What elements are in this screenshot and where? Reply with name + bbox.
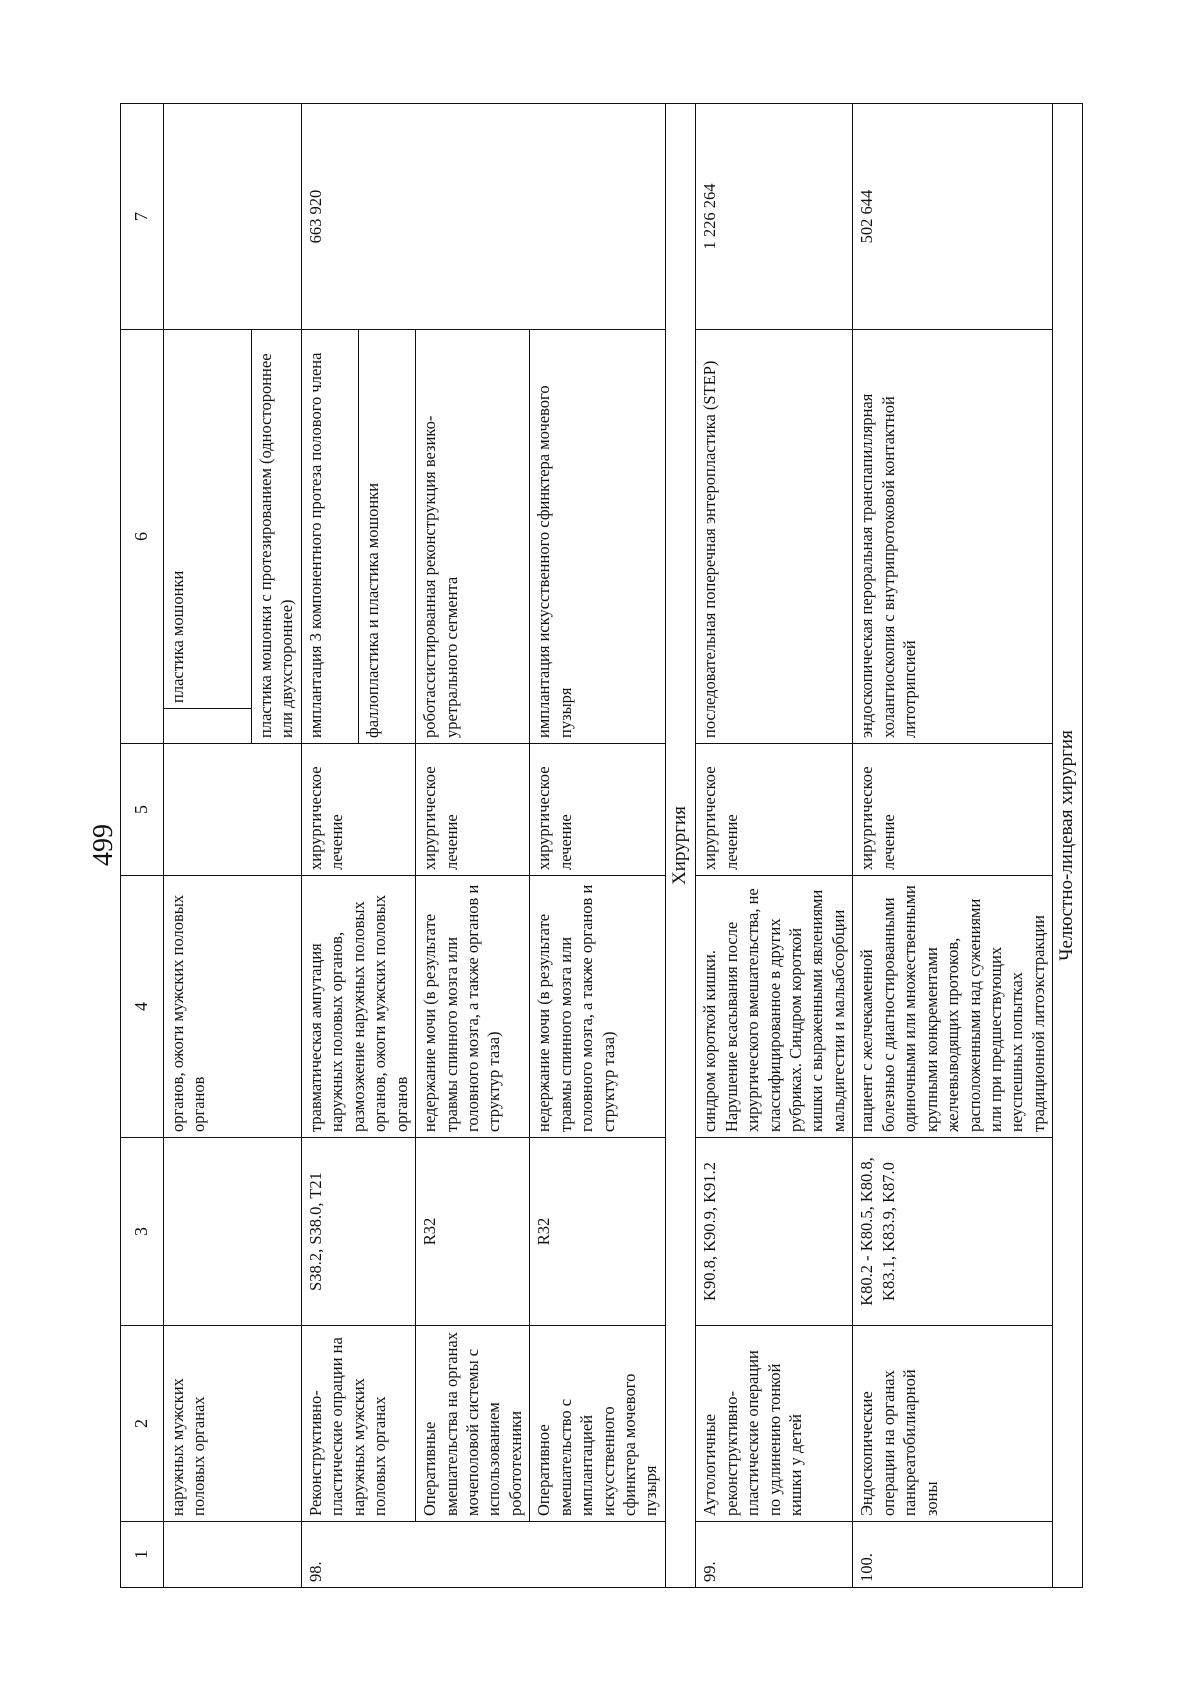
row-99-norm: 1 226 264 — [696, 104, 853, 330]
col-header-1: 1 — [121, 1522, 164, 1588]
row-98-g1-treatment: хирургическое лечение — [301, 744, 415, 876]
section-surgery-heading: Хирургия — [666, 104, 696, 1588]
row-98-g2-treatment: хирургическое лечение — [416, 744, 530, 876]
row-100-codes: K80.2 - K80.5, K80.8, K83.1, K83.9, K87.0 — [853, 1138, 1053, 1326]
page-number: 499 — [88, 824, 119, 866]
continuation-row-a — [164, 104, 252, 1588]
row-98-g1-method-2: фаллопластика и пластика мошонки — [358, 330, 415, 743]
row-98-g3-name: Оперативное вмешательство с имплантацией искусственного сфинктера мочевого пузыря — [530, 1326, 666, 1522]
row-98-g3-method: имплантация искусственного сфинктера мочевого пузыря — [530, 330, 666, 744]
row-98-g3-model: недержание мочи (в результате травмы спинного мозга или головного мозга, а также органов и структур таза) — [530, 876, 666, 1138]
row-100-method: эндоскопическая пероральная транспапиллярная холангиоскопия с внутрипротоковой контактной литотрипсией — [853, 330, 1053, 744]
procedure-table — [120, 103, 1083, 1588]
col-header-4: 4 — [121, 876, 164, 1138]
procedure-table-wrapper — [120, 104, 1078, 1588]
row-98-g2-method: роботассистированная реконструкция везико-уретрального сегмента — [416, 330, 530, 744]
row-100-norm: 502 644 — [853, 104, 1053, 330]
cont-num — [164, 1522, 302, 1588]
row-100 — [853, 104, 1053, 1588]
row-99-method: последовательная поперечная энтеропластика (STEP) — [696, 330, 853, 744]
row-99-model: синдром короткой кишки. Нарушение всасывания после хирургического вмешательства, не классифицированное в других рубриках. Синдром короткой кишки с выраженными явлениями мальдигестии и мальабсорбции — [696, 876, 853, 1138]
column-header-row — [121, 104, 164, 1588]
cont-codes — [164, 1138, 302, 1326]
row-98-g1-methods — [301, 330, 415, 744]
row-98-g2-codes: R32 — [416, 1138, 530, 1326]
col-header-2: 2 — [121, 1326, 164, 1522]
cont-norm — [164, 104, 302, 330]
row-98-g1-name: Реконструктивно-пластические опрации на наружных мужских половых органах — [301, 1326, 415, 1522]
row-98-norm: 663 920 — [301, 104, 665, 330]
row-98-g1-model: травматическая ампутация наружных половых органов, размозжение наружных половых органов, ожоги мужских половых органов — [301, 876, 415, 1138]
row-99 — [696, 104, 853, 1588]
row-98-group-1 — [301, 104, 415, 1588]
section-maxillofacial-row — [1053, 104, 1083, 1588]
row-98-g3-treatment: хирургическое лечение — [530, 744, 666, 876]
section-maxillofacial-heading: Челюстно-лицевая хирургия — [1053, 104, 1083, 1588]
row-98-g3-codes: R32 — [530, 1138, 666, 1326]
cont-method-a: пластика мошонки — [168, 570, 187, 703]
row-98-g2-model: недержание мочи (в результате травмы спинного мозга или головного мозга, а также органов и структур таза) — [416, 876, 530, 1138]
row-98-g2-name: Оперативные вмешательства на органах мочеполовой системы с использованием робототехники — [416, 1326, 530, 1522]
row-98-g1-method-1: имплантация 3 компонентного протеза полового члена — [305, 352, 325, 738]
cont-method-a-cell — [164, 330, 252, 744]
cont-name: наружных мужских половых органах — [164, 1326, 302, 1522]
row-99-codes: K90.8, K90.9, K91.2 — [696, 1138, 853, 1326]
row-100-model: пациент с желчекаменной болезнью с диагностированными одиночными или множественными крупными конкрементами желчевыводящих протоков, расположенными над сужениями или при предшествующих неуспешных попытках традиционной литоэкстракции — [853, 876, 1053, 1138]
row-100-name: Эндоскопические операции на органах панкреатобилиарной зоны — [853, 1326, 1053, 1522]
col-header-6: 6 — [121, 330, 164, 744]
row-100-num: 100. — [853, 1522, 1053, 1588]
row-99-num: 99. — [696, 1522, 853, 1588]
cont-model: органов, ожоги мужских половых органов — [164, 876, 302, 1138]
row-98-num: 98. — [301, 1522, 665, 1588]
row-98-g1-codes: S38.2, S38.0, T21 — [301, 1138, 415, 1326]
section-surgery-row — [666, 104, 696, 1588]
row-99-treatment: хирургическое лечение — [696, 744, 853, 876]
cont-method-b: пластика мошонки с протезированием (одностороннее или двухстороннее) — [252, 330, 302, 744]
row-100-treatment: хирургическое лечение — [853, 744, 1053, 876]
col-header-3: 3 — [121, 1138, 164, 1326]
col-header-7: 7 — [121, 104, 164, 330]
col-header-5: 5 — [121, 744, 164, 876]
row-99-name: Аутологичные реконструктивно-пластические операции по удлинению тонкой кишки у детей — [696, 1326, 853, 1522]
cont-treatment — [164, 744, 302, 876]
